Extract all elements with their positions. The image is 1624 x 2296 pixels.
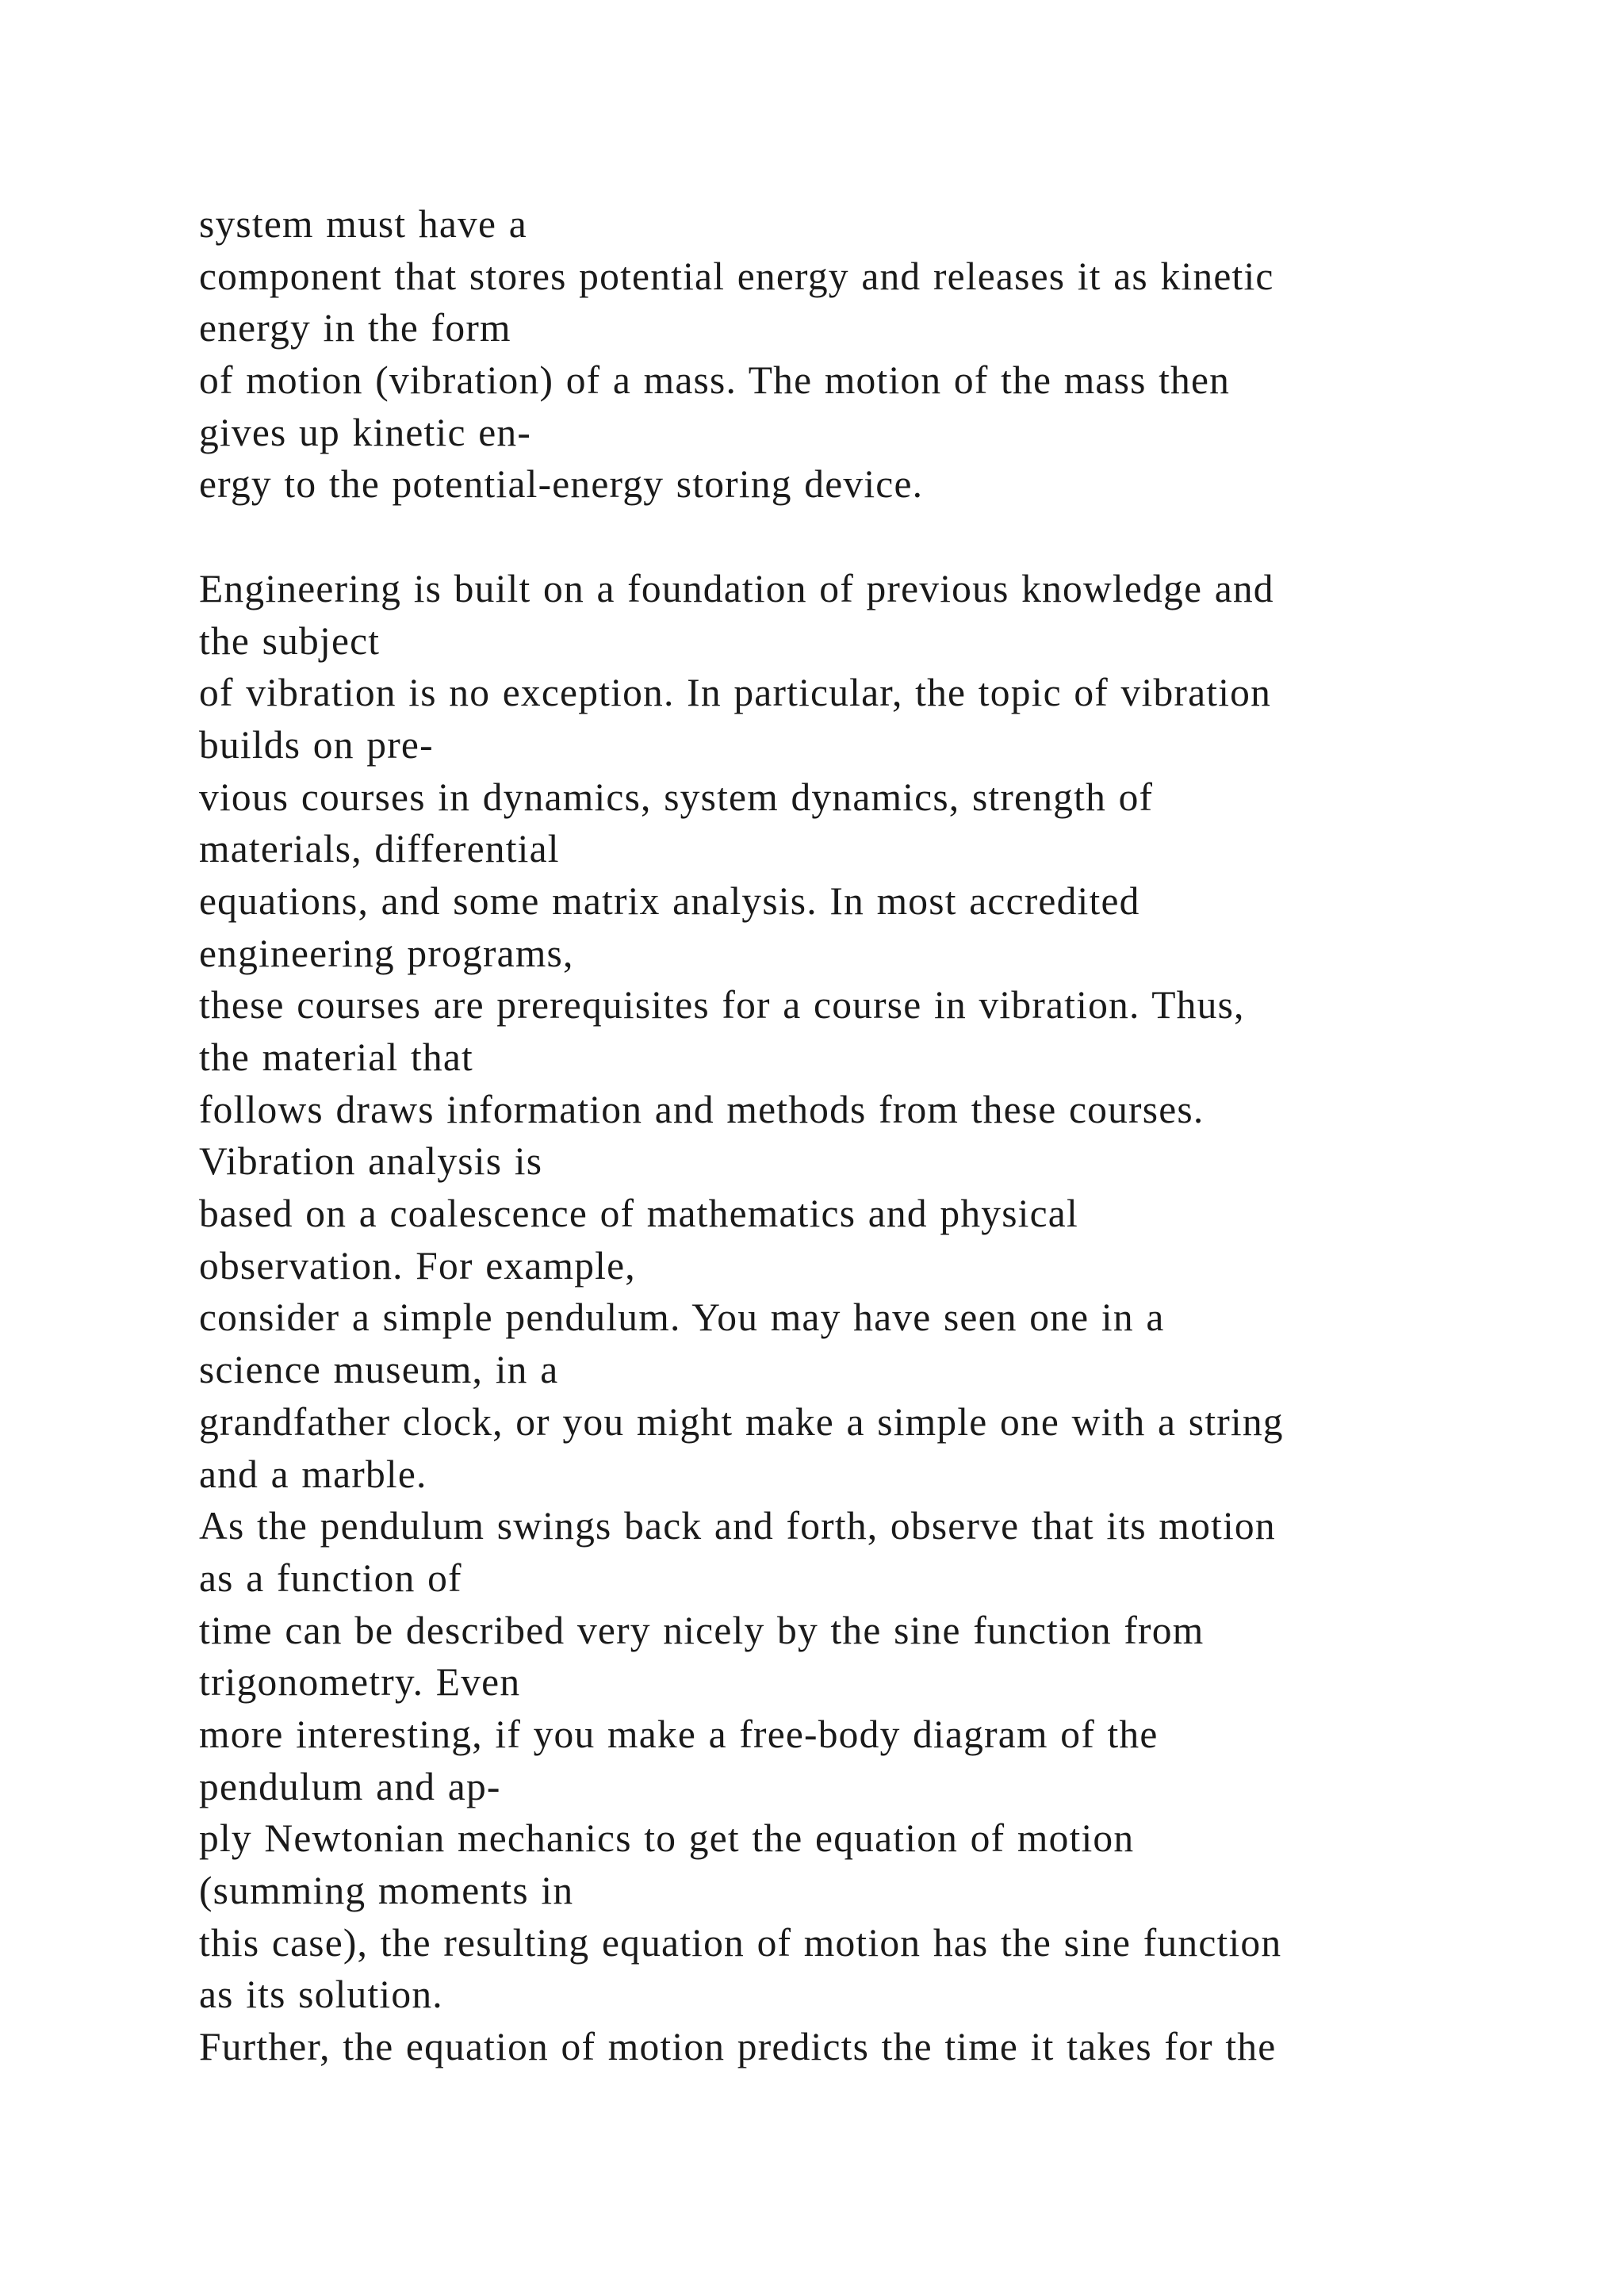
text-line: (summing moments in <box>199 1869 574 1912</box>
text-line: the material that <box>199 1035 474 1079</box>
paragraph-1 <box>199 198 1595 511</box>
text-line: of vibration is no exception. In particular, the topic of vibration <box>199 671 1272 715</box>
text-line: As the pendulum swings back and forth, observe that its motion <box>199 1504 1276 1548</box>
text-line: energy in the form <box>199 306 511 350</box>
text-line: these courses are prerequisites for a course in vibration. Thus, <box>199 983 1245 1027</box>
text-line: follows draws information and methods from these courses. <box>199 1087 1205 1131</box>
text-line: as a function of <box>199 1556 462 1600</box>
text-line: ply Newtonian mechanics to get the equation of motion <box>199 1816 1135 1861</box>
text-line: Further, the equation of motion predicts the time it takes for the <box>199 2025 1277 2069</box>
text-line: engineering programs, <box>199 931 574 975</box>
text-line: science museum, in a <box>199 1348 559 1392</box>
text-line: grandfather clock, or you might make a simple one with a string <box>199 1399 1284 1444</box>
text-line: pendulum and ap- <box>199 1764 501 1808</box>
text-line: materials, differential <box>199 827 560 871</box>
text-line: as its solution. <box>199 1973 443 2017</box>
text-line: consider a simple pendulum. You may have seen one in a <box>199 1295 1165 1340</box>
text-line: vious courses in dynamics, system dynamics, strength of <box>199 775 1154 819</box>
text-line: more interesting, if you make a free-body diagram of the <box>199 1712 1159 1756</box>
text-line: observation. For example, <box>199 1243 636 1288</box>
text-line: this case), the resulting equation of motion has the sine function <box>199 1920 1282 1965</box>
text-line: builds on pre- <box>199 722 434 767</box>
text-line: gives up kinetic en- <box>199 410 532 454</box>
text-line: and a marble. <box>199 1452 427 1496</box>
text-line: the subject <box>199 618 381 663</box>
body-text <box>199 198 1595 2073</box>
text-line: Vibration analysis is <box>199 1139 543 1184</box>
text-line: trigonometry. Even <box>199 1660 521 1705</box>
text-line: system must have a <box>199 202 527 246</box>
paragraph-gap <box>199 511 1595 563</box>
text-line: component that stores potential energy and releases it as kinetic <box>199 254 1274 298</box>
paragraph-2 <box>199 563 1595 2073</box>
text-line: ergy to the potential-energy storing device. <box>199 462 924 507</box>
text-line: equations, and some matrix analysis. In most accredited <box>199 878 1140 923</box>
text-line: based on a coalescence of mathematics and physical <box>199 1192 1078 1236</box>
text-line: of motion (vibration) of a mass. The motion of the mass then <box>199 358 1231 403</box>
text-line: time can be described very nicely by the sine function from <box>199 1608 1205 1652</box>
text-line: Engineering is built on a foundation of previous knowledge and <box>199 566 1274 610</box>
